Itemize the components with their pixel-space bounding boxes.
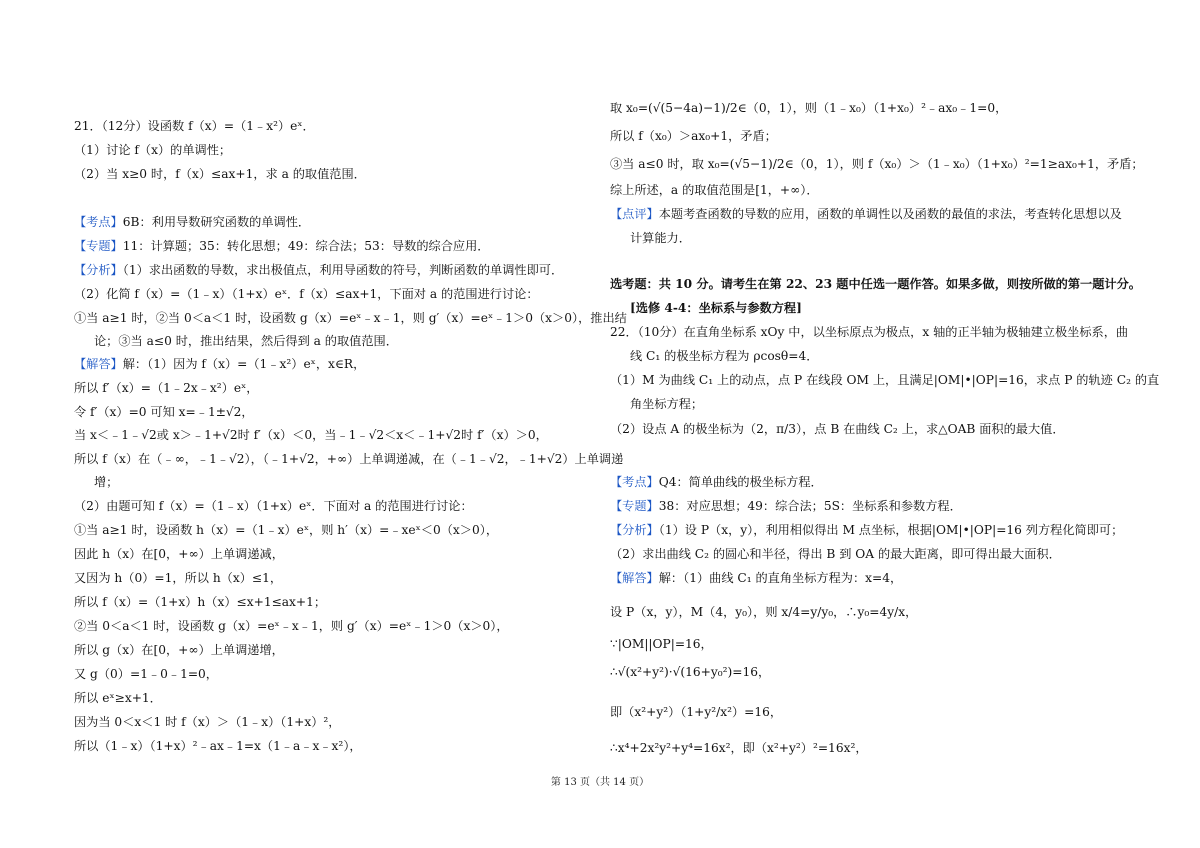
zhuanti-tag: 【专题】 xyxy=(74,239,123,253)
fenxi-line xyxy=(74,262,563,278)
fenxi-2-r: （2）求出曲线 C₂ 的圆心和半径，得出 B 到 OA 的最大距离，即可得出最大面积． xyxy=(610,547,1061,561)
sol-r-s1: 设 P（x，y），M（4，y₀），则 x/4=y/y₀，∴y₀=4y/x， xyxy=(610,605,918,619)
fenxi-tag: 【分析】 xyxy=(74,263,123,277)
sol-line-8: 因此 h（x）在[0，+∞）上单调递减， xyxy=(74,547,284,561)
sol-r-4: 综上所述，a 的取值范围是[1，+∞）． xyxy=(610,183,819,197)
q21-part2: （2）当 x≥0 时，f（x）≤ax+1，求 a 的取值范围． xyxy=(74,167,366,181)
sol-line-1: 所以 f′（x）=（1﹣2x﹣x²）eˣ， xyxy=(74,381,259,395)
page-footer: 第 13 页（共 14 页） xyxy=(550,777,650,788)
sol-line-6: （2）由题可知 f（x）=（1﹣x）（1+x）eˣ．下面对 a 的范围进行讨论： xyxy=(74,499,473,513)
q22-4: 角坐标方程； xyxy=(630,397,704,411)
jieda-tag: 【解答】 xyxy=(74,357,123,371)
fenxi-text-r: （1）设 P（x，y），利用相似得出 M 点坐标，根据|OM|•|OP|=16 列方程化简即可； xyxy=(658,523,1124,537)
sol-line-15: 因为当 0＜x＜1 时 f（x）＞（1﹣x）（1+x）²， xyxy=(74,715,341,729)
sol-r-s4: 即（x²+y²）（1+y²/x²）=16， xyxy=(610,705,783,719)
jieda-text: 解：（1）因为 f（x）=（1﹣x²）eˣ，x∈R， xyxy=(122,357,366,371)
jieda-text-r: 解：（1）曲线 C₁ 的直角坐标方程为：x=4， xyxy=(658,571,903,585)
fenxi-2: （2）化简 f（x）=（1﹣x）（1+x）eˣ．f（x）≤ax+1，下面对 a 的范围进行讨论： xyxy=(74,287,539,301)
kaodian-text: 6B：利用导数研究函数的单调性． xyxy=(122,215,311,229)
q22-1: 22．（10分）在直角坐标系 xOy 中，以坐标原点为极点，x 轴的正半轴为极轴建立极坐标系，曲 xyxy=(610,325,1129,339)
q22-5: （2）设点 A 的极坐标为（2，π/3），点 B 在曲线 C₂ 上，求△OAB 面积的最大值． xyxy=(610,422,1065,436)
q22-2: 线 C₁ 的极坐标方程为 ρcosθ=4． xyxy=(630,349,819,363)
zhuanti-line xyxy=(74,238,489,254)
sol-line-16: 所以（1﹣x）（1+x）²﹣ax﹣1=x（1﹣a﹣x﹣x²）， xyxy=(74,739,362,753)
kaodian-line-r xyxy=(610,474,823,490)
dianping-2: 计算能力． xyxy=(630,231,691,245)
sol-line-7: ①当 a≥1 时，设函数 h（x）=（1﹣x）eˣ，则 h′（x）=﹣xeˣ＜0（x＞0）， xyxy=(74,523,499,537)
dianping-tag: 【点评】 xyxy=(610,207,659,221)
sol-line-9: 又因为 h（0）=1，所以 h（x）≤1， xyxy=(74,571,283,585)
jieda-tag-r: 【解答】 xyxy=(610,571,659,585)
jieda-line xyxy=(74,356,365,372)
sol-r-s5: ∴x⁴+2x²y²+y⁴=16x²，即（x²+y²）²=16x²， xyxy=(610,741,868,755)
sol-r-3: ③当 a≤0 时，取 x₀=(√5−1)/2∈（0，1），则 f（x₀）＞（1﹣x₀）（1+x₀）²=1≥ax₀+1，矛盾； xyxy=(610,157,1144,171)
sol-line-3: 当 x＜﹣1﹣√2或 x＞﹣1+√2时 f′（x）＜0，当﹣1﹣√2＜x＜﹣1+√2时 f′（x）＞0， xyxy=(74,428,548,442)
jieda-line-r xyxy=(610,570,902,586)
zhuanti-text: 11：计算题；35：转化思想；49：综合法；53：导数的综合应用． xyxy=(122,239,490,253)
sol-r-s3: ∴√(x²+y²)·√(16+y₀²)=16， xyxy=(610,665,771,679)
xuankao-heading: 选考题：共 10 分。请考生在第 22、23 题中任选一题作答。如果多做，则按所做的第一题计分。 xyxy=(610,277,1141,291)
fenxi-tag-r: 【分析】 xyxy=(610,523,659,537)
q22-3: （1）M 为曲线 C₁ 上的动点，点 P 在线段 OM 上，且满足|OM|•|OP|=16，求点 P 的轨迹 C₂ 的直 xyxy=(610,373,1160,387)
sol-r-2: 所以 f（x₀）＞ax₀+1，矛盾； xyxy=(610,129,777,143)
sol-r-s2: ∵|OM||OP|=16， xyxy=(610,637,713,651)
q21-part1: （1）讨论 f（x）的单调性； xyxy=(74,143,232,157)
sol-line-14: 所以 eˣ≥x+1． xyxy=(74,691,162,705)
sol-r-1: 取 x₀=(√(5−4a)−1)/2∈（0，1），则（1﹣x₀）（1+x₀）²﹣ax₀﹣1=0， xyxy=(610,101,1008,115)
sol-line-10: 所以 f（x）=（1+x）h（x）≤x+1≤ax+1； xyxy=(74,595,327,609)
sol-line-2: 令 f′（x）=0 可知 x=﹣1±√2， xyxy=(74,405,254,419)
zhuanti-text-r: 38：对应思想；49：综合法；5S：坐标系和参数方程． xyxy=(658,499,962,513)
xuankao-subheading: [选修 4-4：坐标系与参数方程] xyxy=(630,301,802,315)
kaodian-tag-r: 【考点】 xyxy=(610,475,659,489)
kaodian-line xyxy=(74,214,310,230)
dianping-text: 本题考查函数的导数的应用，函数的单调性以及函数的最值的求法，考查转化思想以及 xyxy=(658,207,1122,221)
fenxi-3: ①当 a≥1 时，②当 0＜a＜1 时，设函数 g（x）=eˣ﹣x﹣1，则 g′（x）=eˣ﹣1＞0（x＞0），推出结 xyxy=(74,311,627,325)
zhuanti-line-r xyxy=(610,498,962,514)
zhuanti-tag-r: 【专题】 xyxy=(610,499,659,513)
fenxi-text: （1）求出函数的导数，求出极值点，利用导函数的符号，判断函数的单调性即可． xyxy=(122,263,564,277)
sol-line-5: 增； xyxy=(94,475,119,489)
kaodian-text-r: Q4：简单曲线的极坐标方程． xyxy=(658,475,823,489)
sol-line-11: ②当 0＜a＜1 时，设函数 g（x）=eˣ﹣x﹣1，则 g′（x）=eˣ﹣1＞0（x＞0）， xyxy=(74,619,509,633)
dianping-line xyxy=(610,206,1122,222)
kaodian-tag: 【考点】 xyxy=(74,215,123,229)
sol-line-12: 所以 g（x）在[0，+∞）上单调递增， xyxy=(74,643,284,657)
q21-title: 21．（12分）设函数 f（x）=（1﹣x²）eˣ． xyxy=(74,119,315,133)
fenxi-4: 论；③当 a≤0 时，推出结果，然后得到 a 的取值范围． xyxy=(94,334,398,348)
sol-line-4: 所以 f（x）在（﹣∞，﹣1﹣√2），（﹣1+√2，+∞）上单调递减，在（﹣1﹣√2，﹣1+√2）上单调递 xyxy=(74,452,624,466)
sol-line-13: 又 g（0）=1﹣0﹣1=0， xyxy=(74,667,218,681)
fenxi-line-r xyxy=(610,522,1123,538)
